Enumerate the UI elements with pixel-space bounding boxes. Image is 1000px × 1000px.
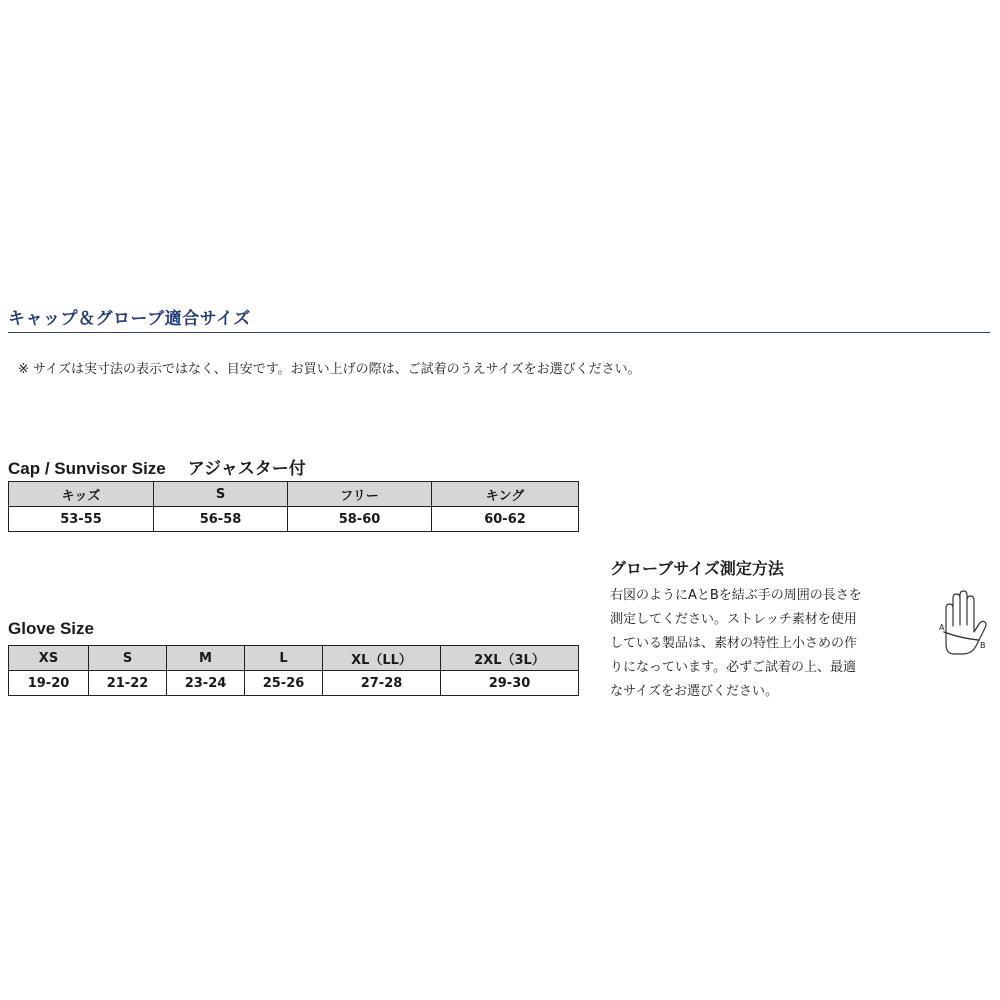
glove-size-title: Glove Size <box>8 619 94 638</box>
glove-measure-title: グローブサイズ測定方法 <box>610 559 784 578</box>
cap-value-cell: 58-60 <box>288 507 432 532</box>
page-heading: キャップ＆グローブ適合サイズ <box>8 309 251 329</box>
glove-header-cell: XS <box>9 646 89 671</box>
glove-value-cell: 23-24 <box>167 671 245 696</box>
glove-measure-line: 右図のようにAとBを結ぶ手の周囲の長さを <box>610 588 862 603</box>
cap-size-table <box>8 481 579 532</box>
hand-label-b: B <box>980 641 986 650</box>
glove-value-cell: 29-30 <box>441 671 579 696</box>
cap-size-title-text: Cap / Sunvisor Size <box>8 459 166 478</box>
glove-value-cell: 19-20 <box>9 671 89 696</box>
hand-label-a: A <box>939 623 945 632</box>
cap-header-cell: S <box>154 482 288 507</box>
cap-value-row <box>9 507 579 532</box>
cap-header-cell: キング <box>432 482 579 507</box>
hand-measure-icon <box>930 588 994 668</box>
glove-header-cell: S <box>89 646 167 671</box>
glove-header-cell: 2XL（3L） <box>441 646 579 671</box>
glove-measure-line: している製品は、素材の特性上小さめの作 <box>610 636 858 651</box>
glove-value-cell: 21-22 <box>89 671 167 696</box>
cap-header-cell: キッズ <box>9 482 154 507</box>
glove-value-cell: 25-26 <box>245 671 323 696</box>
cap-header-row <box>9 482 579 507</box>
glove-header-cell: L <box>245 646 323 671</box>
glove-measure-text <box>610 584 928 704</box>
cap-value-cell: 53-55 <box>9 507 154 532</box>
glove-measure-line: 測定してください。ストレッチ素材を使用 <box>610 612 857 627</box>
glove-value-cell: 27-28 <box>323 671 441 696</box>
glove-header-row <box>9 646 579 671</box>
cap-header-cell: フリー <box>288 482 432 507</box>
glove-header-cell: XL（LL） <box>323 646 441 671</box>
glove-header-cell: M <box>167 646 245 671</box>
glove-measure-line: りになっています。必ずご試着の上、最適 <box>610 660 856 675</box>
glove-size-table <box>8 645 579 696</box>
size-note: ※ サイズは実寸法の表示ではなく、目安です。お買い上げの際は、ご試着のうえサイズをお選びください。 <box>18 362 641 377</box>
glove-measure-line: なサイズをお選びください。 <box>610 684 778 699</box>
cap-size-subtitle: アジャスター付 <box>187 459 306 479</box>
glove-value-row <box>9 671 579 696</box>
cap-size-title <box>8 454 306 479</box>
cap-value-cell: 56-58 <box>154 507 288 532</box>
heading-divider <box>8 332 990 333</box>
cap-value-cell: 60-62 <box>432 507 579 532</box>
